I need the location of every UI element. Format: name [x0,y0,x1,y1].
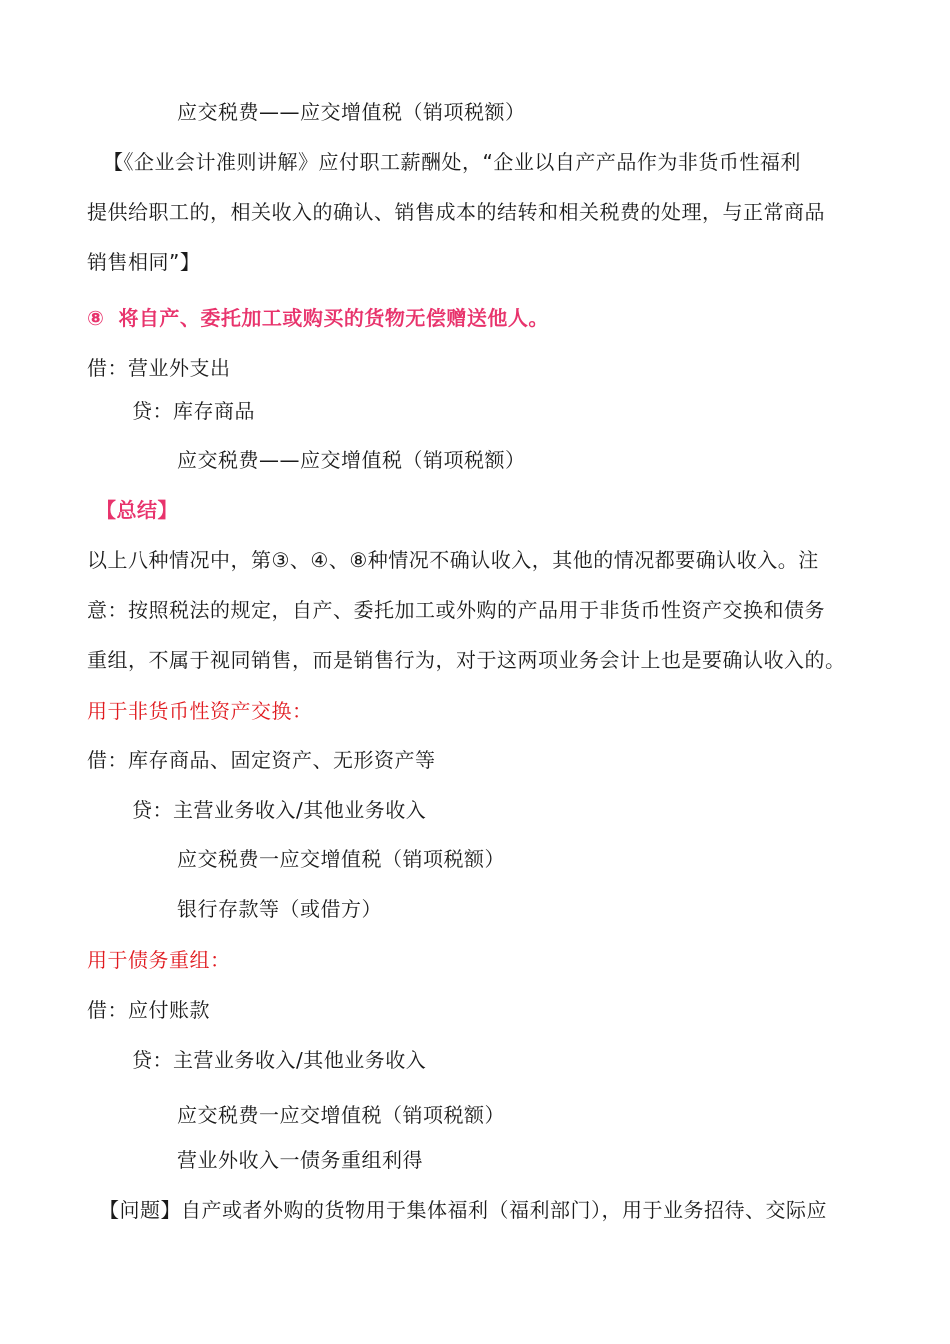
entry-line: 借：营业外支出 [87,356,231,380]
entry-line: 贷：主营业务收入/其他业务收入 [132,1048,427,1072]
entry-line: 营业外收入一债务重组利得 [177,1148,423,1172]
subsection-heading: 用于债务重组： [87,948,231,972]
entry-line: 应交税费——应交增值税（销项税额） [177,448,526,472]
entry-line: 应交税费——应交增值税（销项税额） [177,100,526,124]
question-line: 【问题】自产或者外购的货物用于集体福利（福利部门），用于业务招待、交际应 [99,1198,827,1222]
entry-line: 借：库存商品、固定资产、无形资产等 [87,748,436,772]
section-heading [87,304,549,332]
summary-heading: 【总结】 [96,498,178,522]
entry-line: 贷：主营业务收入/其他业务收入 [132,798,427,822]
paragraph-line: 以上八种情况中，第③、④、⑧种情况不确认收入，其他的情况都要确认收入。注 [87,548,819,572]
paragraph-line: 销售相同”】 [87,250,201,274]
paragraph-line: 【《企业会计准则讲解》应付职工薪酬处，“企业以自产产品作为非货币性福利 [103,150,801,174]
entry-line: 贷：库存商品 [132,399,255,423]
paragraph-line: 重组，不属于视同销售，而是销售行为，对于这两项业务会计上也是要确认收入的。 [87,648,846,672]
heading-text: 将自产、委托加工或购买的货物无偿赠送他人。 [118,306,549,330]
entry-line: 银行存款等（或借方） [177,897,382,921]
entry-line: 借：应付账款 [87,998,210,1022]
paragraph-line: 提供给职工的，相关收入的确认、销售成本的结转和相关税费的处理，与正常商品 [87,200,825,224]
entry-line: 应交税费一应交增值税（销项税额） [177,847,505,871]
entry-line: 应交税费一应交增值税（销项税额） [177,1103,505,1127]
subsection-heading: 用于非货币性资产交换： [87,699,313,723]
paragraph-line: 意：按照税法的规定，自产、委托加工或外购的产品用于非货币性资产交换和债务 [87,598,825,622]
heading-number: ⑧ [87,306,105,330]
